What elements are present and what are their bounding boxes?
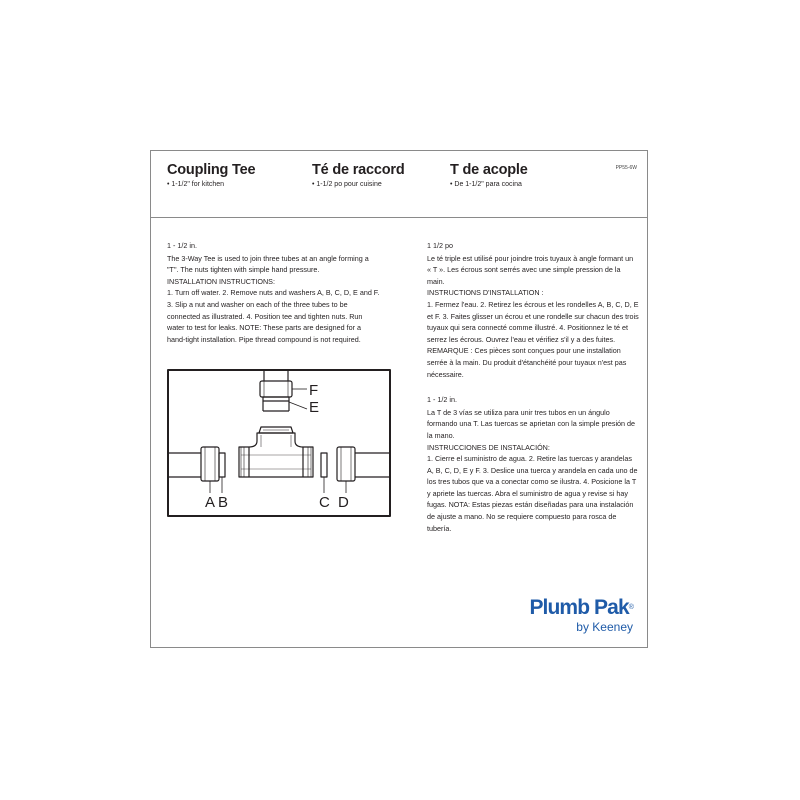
label-f: F <box>309 382 319 399</box>
description-fr: Le té triple est utilisé pour joindre trois tuyaux à angle formant un « T ». Les écrous sont serrés avec une simple pression de la main. <box>427 253 634 286</box>
description-en: The 3-Way Tee is used to join three tubes at an angle forming a "T". The nuts tighten with simple hand pressure. <box>167 253 369 275</box>
installation-heading-es: INSTRUCCIONES DE INSTALACIÓN: <box>427 442 550 452</box>
description-es: La T de 3 vías se utiliza para unir tres tubos en un ángulo formando una T. Las tuercas se aprietan con la simple presión de la mano. <box>427 407 636 440</box>
title-english <box>167 161 255 190</box>
logo-by-keeney: by Keeney <box>576 620 633 634</box>
washer-e <box>263 397 289 401</box>
label-b: B <box>218 494 229 511</box>
installation-heading-fr: INSTRUCTIONS D'INSTALLATION : <box>427 288 544 298</box>
nut-f <box>260 381 292 397</box>
logo-name: Plumb Pak <box>529 596 629 619</box>
diagram-frame <box>168 370 390 516</box>
subtitle-es: • De 1-1/2" para cocina <box>450 181 522 188</box>
subtitle-fr: • 1-1/2 po pour cuisine <box>312 181 382 188</box>
logo-registered-mark: ® <box>628 604 633 611</box>
washer-b <box>219 453 225 477</box>
size-fr: 1 1/2 po <box>427 241 453 250</box>
title-french <box>312 161 405 190</box>
title-fr: Té de raccord <box>312 162 405 178</box>
product-code: PP55-6W <box>615 165 637 171</box>
installation-steps-fr: 1. Fermez l'eau. 2. Retirez les écrous et les rondelles A, B, C, D, E et F. 3. Faites glisser un écrou et une rondelle sur chacun des trois tuyaux qui sera connecté comme illustré. 4. Positionnez le té et serrez les écrous. Ouvrez l'eau et vérifiez s'il y a des fuites. REMARQUE : Ces pièces sont conçues pour une installation serrée à la main. Du produit d'étanchéité pour tuyaux n'est pas nécessaire. <box>427 299 639 379</box>
label-d: D <box>338 494 349 511</box>
header-divider <box>151 217 647 218</box>
size-es: 1 - 1/2 in. <box>427 395 457 405</box>
installation-steps-en: 1. Turn off water. 2. Remove nuts and washers A, B, C, D, E and F. 3. Slip a nut and washer on each of the three tubes to be connected as illustrated. 4. Position tee and tighten nuts. Run water to test for leaks. NOTE: These parts are designed for a hand-tight installation. Pipe thread compound is not required. <box>167 288 380 344</box>
plumbpak-logo <box>529 597 633 634</box>
title-spanish <box>450 161 528 190</box>
title-es: T de acople <box>450 162 528 178</box>
tee-body-sides <box>249 447 303 477</box>
installation-steps-es: 1. Cierre el suministro de agua. 2. Retire las tuercas y arandelas A, B, C, D, E y F. 3. Deslice una tuerca y arandela en cada uno de los tres tubos que va a conectar como se ilustra. 4. Posicione la T y apriete las tuercas. Abra el suministro de agua y revise si hay fugas. NOTA: Estas piezas están diseñadas para una instalación de ajuste a mano. No se requiere compuesto para rosca de tubería. <box>427 454 638 533</box>
size-en: 1 - 1/2 in. <box>167 241 197 250</box>
nut-a <box>201 447 219 481</box>
subtitle-en: • 1-1/2" for kitchen <box>167 181 225 188</box>
label-c: C <box>319 494 330 511</box>
label-a: A <box>205 494 216 511</box>
installation-heading-en: INSTALLATION INSTRUCTIONS: <box>167 276 275 286</box>
nut-d <box>337 447 355 481</box>
title-en: Coupling Tee <box>167 162 256 178</box>
washer-c <box>321 453 327 477</box>
english-instructions <box>167 240 381 345</box>
instruction-card <box>150 150 648 648</box>
tee-diagram <box>167 369 391 517</box>
french-spanish-instructions <box>427 240 639 534</box>
label-e: E <box>309 399 320 416</box>
